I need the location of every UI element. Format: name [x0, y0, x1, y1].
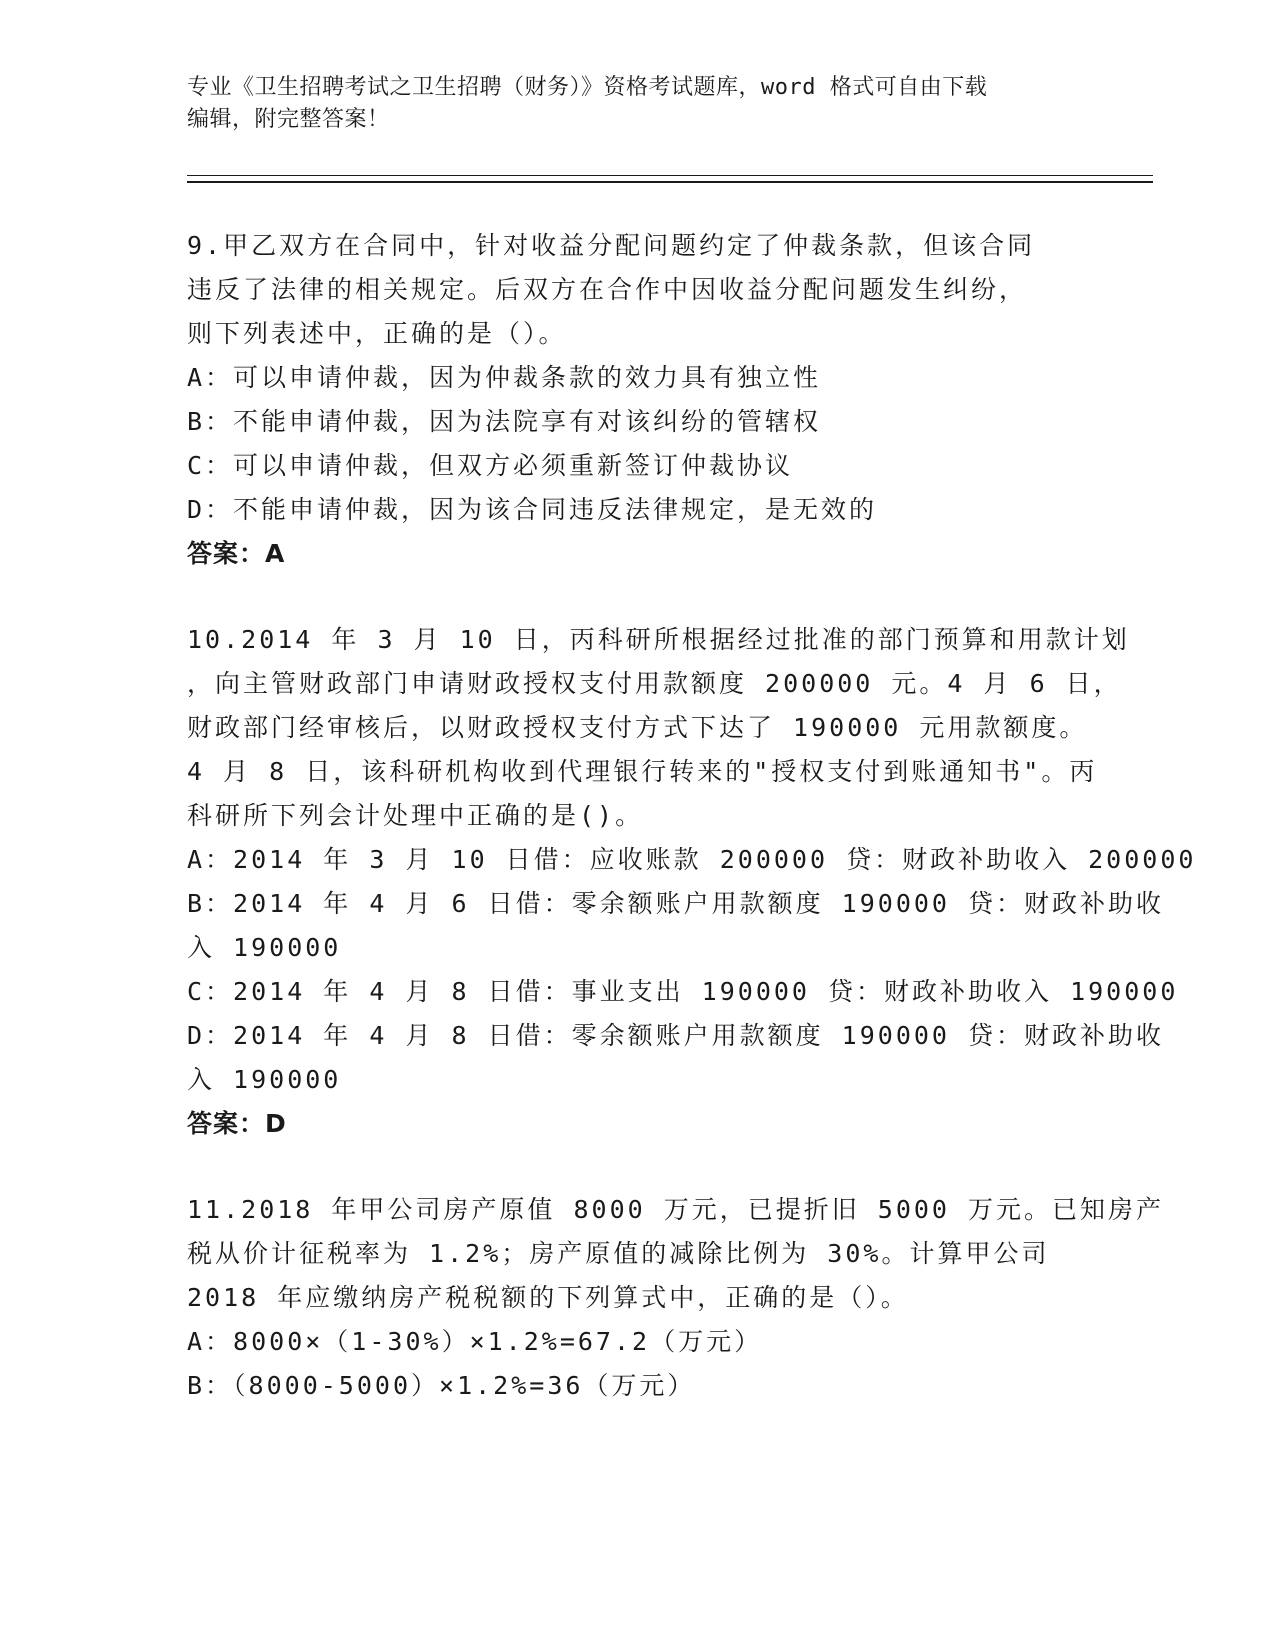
question-9-stem-line-3: 则下列表述中，正确的是（）。 [187, 319, 567, 348]
question-10-option-d-line-2: 入 190000 [187, 1065, 342, 1094]
question-10-option-b-line-1: B：2014 年 4 月 6 日借：零余额账户用款额度 190000 贷：财政补助收 [187, 889, 1165, 918]
question-10-answer: 答案：D [187, 1109, 287, 1138]
question-10-option-c: C：2014 年 4 月 8 日借：事业支出 190000 贷：财政补助收入 190000 [187, 977, 1179, 1006]
question-10-option-a: A：2014 年 3 月 10 日借：应收账款 200000 贷：财政补助收入 200000 [187, 845, 1197, 874]
question-9-option-d: D：不能申请仲裁，因为该合同违反法律规定，是无效的 [187, 495, 878, 524]
question-10-stem-line-1: 10.2014 年 3 月 10 日，丙科研所根据经过批准的部门预算和用款计划 [187, 625, 1130, 654]
header-divider-thick [187, 181, 1153, 183]
header-divider-thin [187, 175, 1153, 176]
question-10-stem-line-3: 财政部门经审核后，以财政授权支付方式下达了 190000 元用款额度。 [187, 713, 1088, 742]
question-9-option-a: A：可以申请仲裁，因为仲裁条款的效力具有独立性 [187, 363, 822, 392]
question-10-stem-line-5: 科研所下列会计处理中正确的是()。 [187, 801, 644, 830]
question-10-option-d-line-1: D：2014 年 4 月 8 日借：零余额账户用款额度 190000 贷：财政补助收 [187, 1021, 1165, 1050]
question-11-stem-line-1: 11.2018 年甲公司房产原值 8000 万元，已提折旧 5000 万元。已知房产 [187, 1195, 1165, 1224]
question-9-stem-line-2: 违反了法律的相关规定。后双方在合作中因收益分配问题发生纠纷， [187, 275, 1028, 304]
question-11-option-a: A：8000×（1-30%）×1.2%=67.2（万元） [187, 1327, 763, 1356]
question-10-option-b-line-2: 入 190000 [187, 933, 342, 962]
document-header [187, 72, 1087, 136]
question-10-stem-line-2: ，向主管财政部门申请财政授权支付用款额度 200000 元。4 月 6 日， [187, 669, 1122, 698]
question-9-stem-line-1: 9.甲乙双方在合同中，针对收益分配问题约定了仲裁条款，但该合同 [187, 231, 1036, 260]
question-9-option-c: C：可以申请仲裁，但双方必须重新签订仲裁协议 [187, 451, 794, 480]
question-9-answer: 答案：A [187, 539, 286, 568]
question-11-option-b: B：（8000-5000）×1.2%=36（万元） [187, 1371, 696, 1400]
header-line-2: 编辑，附完整答案！ [187, 107, 390, 132]
question-9-option-b: B：不能申请仲裁，因为法院享有对该纠纷的管辖权 [187, 407, 822, 436]
header-line-1: 专业《卫生招聘考试之卫生招聘（财务）》资格考试题库，word 格式可自由下载 [187, 75, 988, 100]
question-11-stem-line-3: 2018 年应缴纳房产税税额的下列算式中，正确的是（）。 [187, 1283, 909, 1312]
question-11-stem-line-2: 税从价计征税率为 1.2%；房产原值的减除比例为 30%。计算甲公司 [187, 1239, 1050, 1268]
question-10-stem-line-4: 4 月 8 日，该科研机构收到代理银行转来的"授权支付到账通知书"。丙 [187, 757, 1098, 786]
